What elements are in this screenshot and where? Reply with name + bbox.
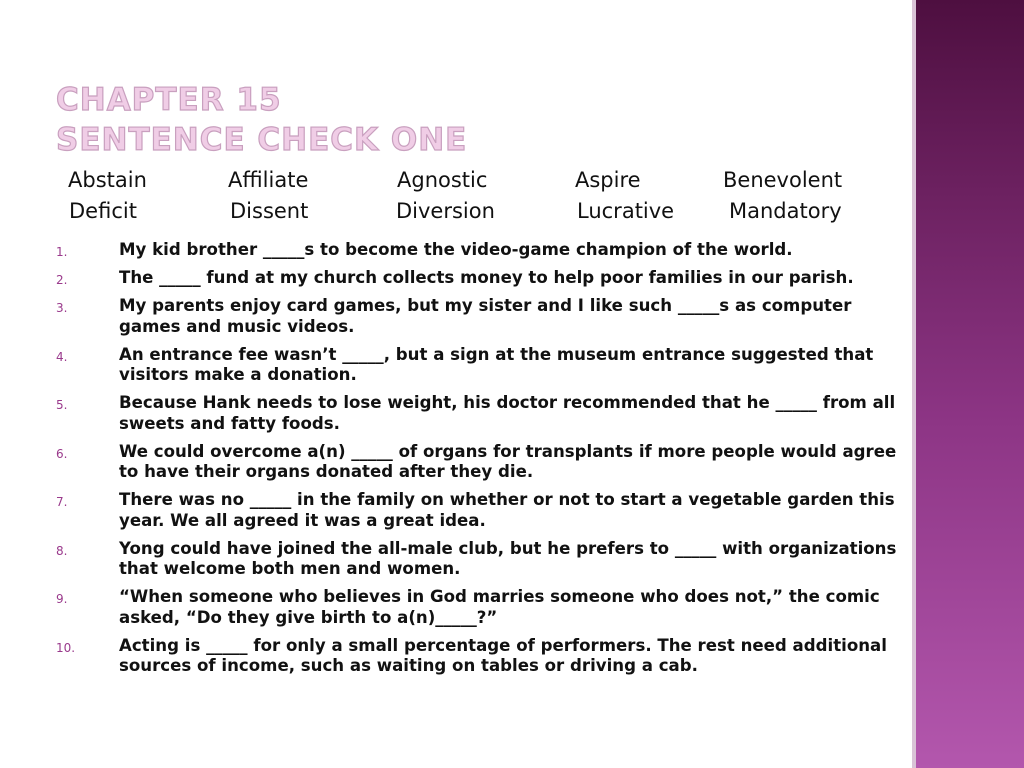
item-number: 10. — [56, 640, 76, 655]
item-text: Because Hank needs to lose weight, his doctor recommended that he _____ from all sweets and fatty foods. — [119, 393, 896, 433]
list-item — [56, 442, 906, 483]
list-item — [56, 539, 906, 580]
item-text: My parents enjoy card games, but my sister and I like such _____s as computer games and music videos. — [119, 296, 852, 336]
item-text: Yong could have joined the all-male club, but he prefers to _____ with organizations that welcome both men and women. — [119, 538, 897, 578]
list-item — [56, 240, 906, 261]
list-item — [56, 587, 906, 628]
vocab-word: Deficit — [69, 198, 137, 223]
item-number: 7. — [56, 495, 68, 509]
item-number: 6. — [56, 446, 68, 461]
vocab-word: Dissent — [230, 198, 309, 223]
item-text: “When someone who believes in God marries someone who does not,” the comic asked, “Do they give birth to a(n)_____?” — [119, 587, 880, 627]
item-number: 9. — [56, 592, 68, 606]
slide-title — [56, 80, 467, 160]
item-number: 1. — [56, 245, 68, 259]
title-line-2: SENTENCE CHECK ONE — [56, 122, 468, 158]
list-item — [56, 345, 906, 386]
vocab-row — [56, 195, 896, 226]
vocab-word: Benevolent — [723, 167, 843, 192]
vocab-word: Agnostic — [397, 167, 488, 192]
sentence-list — [56, 240, 906, 684]
item-text: My kid brother _____s to become the video-game champion of the world. — [119, 240, 793, 259]
decorative-side-band — [912, 0, 1024, 768]
item-text: An entrance fee wasn’t _____, but a sign at the museum entrance suggested that visitors make a donation. — [119, 344, 874, 384]
vocab-word: Diversion — [396, 198, 495, 223]
list-item — [56, 490, 906, 531]
vocab-word: Affiliate — [228, 167, 309, 192]
item-number: 2. — [56, 273, 68, 287]
title-line-1: CHAPTER 15 — [56, 82, 282, 118]
list-item — [56, 393, 906, 434]
item-number: 5. — [56, 398, 68, 412]
item-number: 4. — [56, 349, 68, 364]
item-text: There was no _____ in the family on whether or not to start a vegetable garden this year. We all agreed it was a great idea. — [119, 490, 895, 530]
vocab-word: Aspire — [575, 167, 641, 192]
list-item — [56, 636, 906, 677]
item-number: 8. — [56, 543, 68, 558]
vocabulary-word-grid — [56, 164, 896, 226]
item-text: Acting is _____ for only a small percentage of performers. The rest need additional sources of income, such as waiting on tables or driving a cab. — [119, 635, 887, 675]
vocab-word: Mandatory — [729, 198, 842, 223]
vocab-row — [56, 164, 896, 195]
item-text: The _____ fund at my church collects money to help poor families in our parish. — [119, 268, 854, 287]
item-number: 3. — [56, 301, 68, 315]
vocab-word: Abstain — [68, 167, 147, 192]
list-item — [56, 268, 906, 289]
list-item — [56, 296, 906, 337]
item-text: We could overcome a(n) _____ of organs for transplants if more people would agree to have their organs donated after they die. — [119, 441, 897, 481]
vocab-word: Lucrative — [577, 198, 675, 223]
